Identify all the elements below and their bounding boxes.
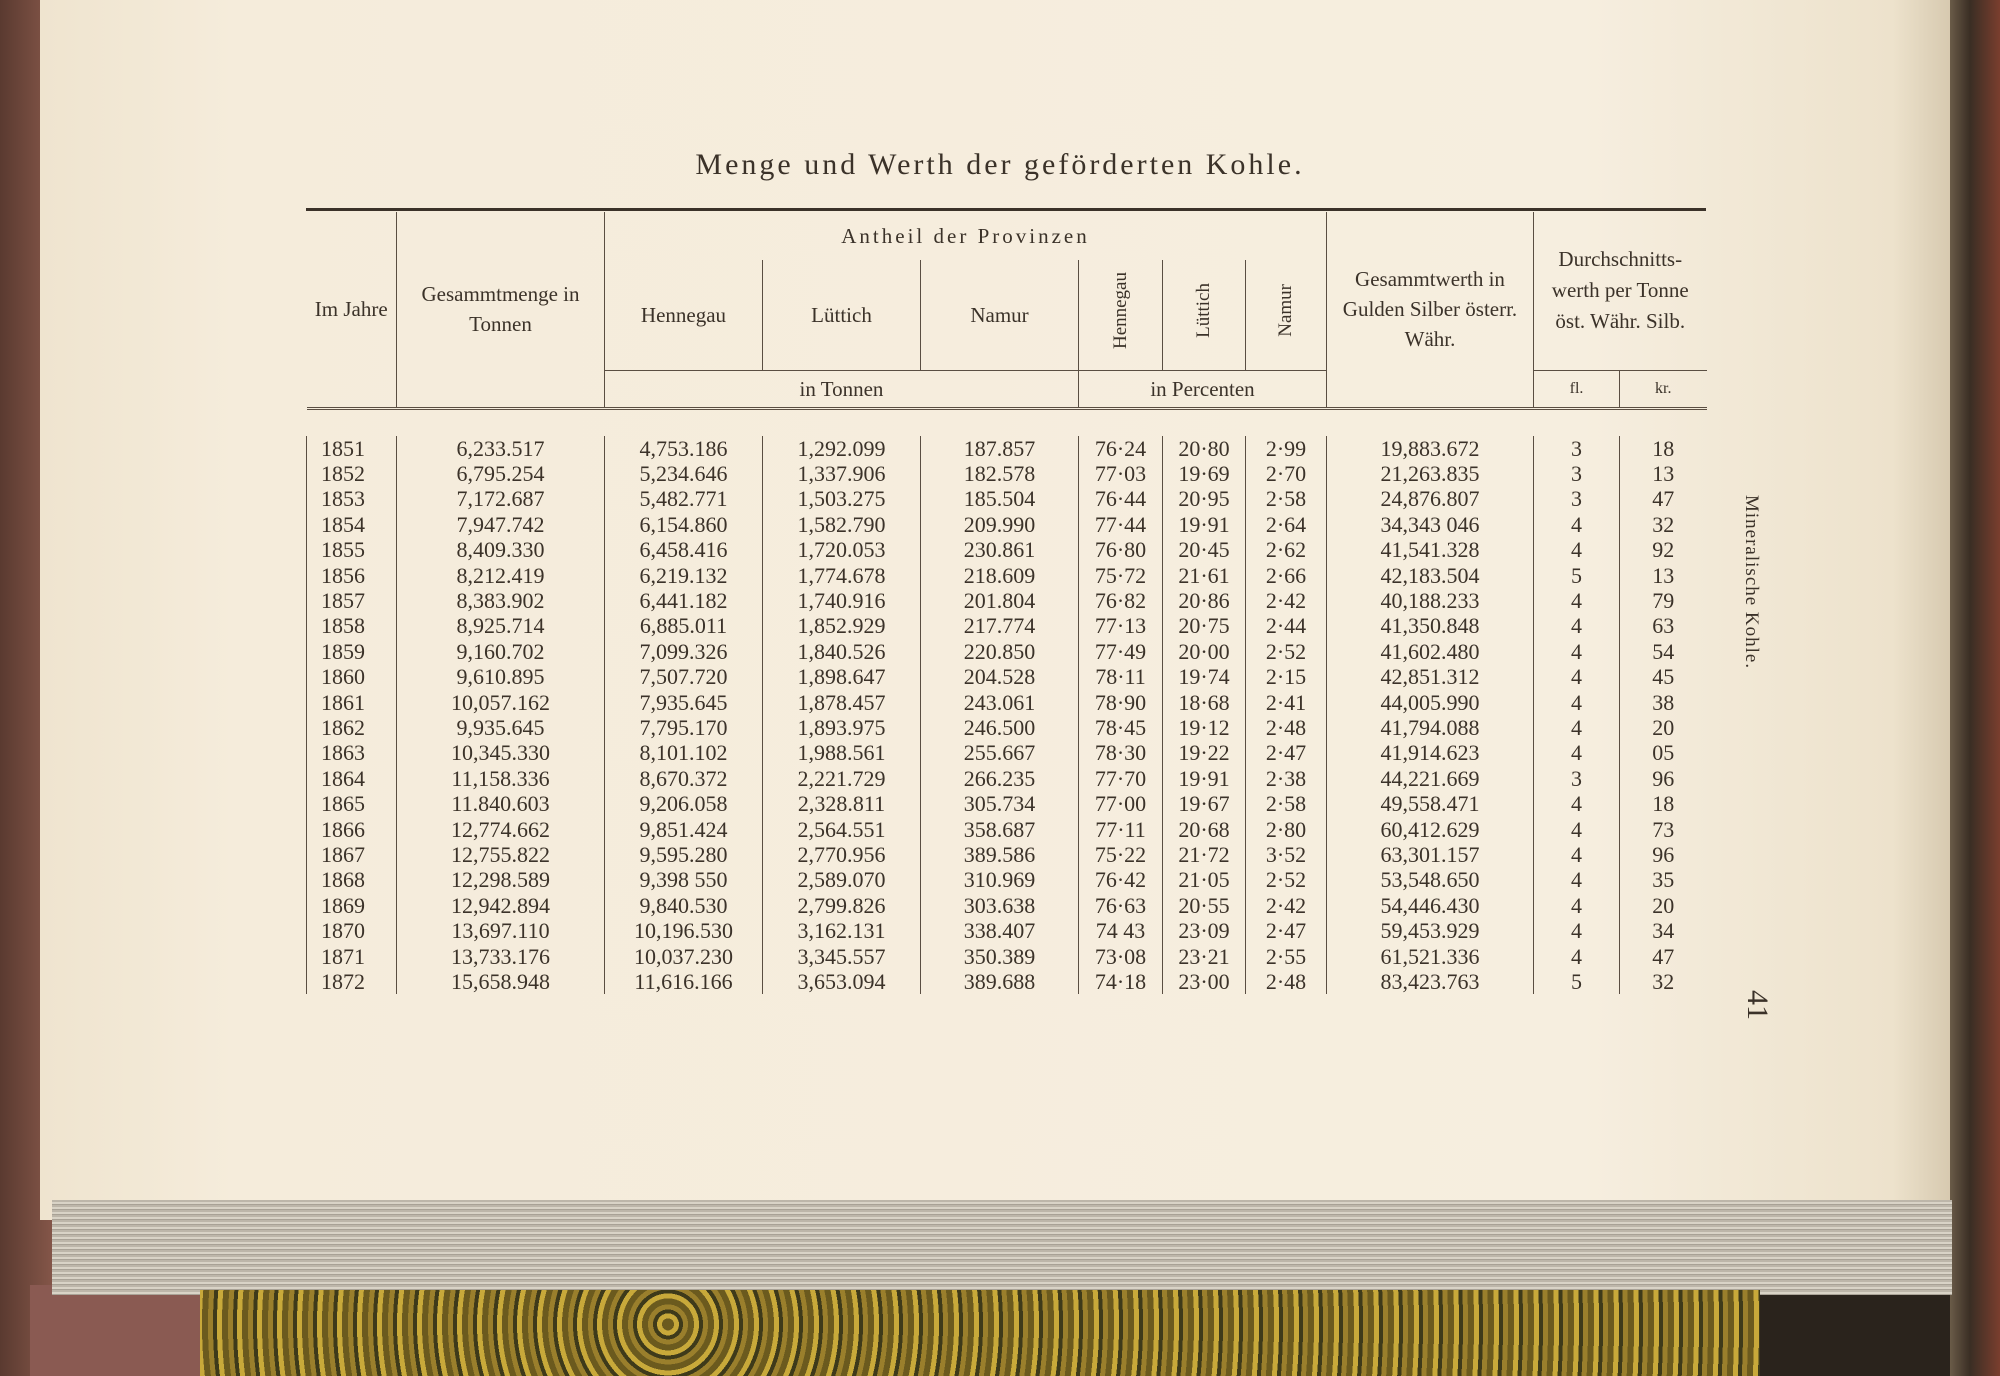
table-row: [307, 867, 1707, 892]
cell-hennegau: 7,795.170: [605, 715, 763, 740]
cell-year: 1852: [307, 461, 397, 486]
cell-value: 59,453.929: [1327, 918, 1534, 943]
cell-hennegau: 10,196.530: [605, 918, 763, 943]
cell-luettich-pct: 23·00: [1163, 969, 1246, 994]
cell-year: 1858: [307, 613, 397, 638]
cell-hennegau-pct: 76·42: [1079, 867, 1163, 892]
cell-total: 11,158.336: [397, 766, 605, 791]
cell-year: 1854: [307, 512, 397, 537]
cell-hennegau-pct: 74 43: [1079, 918, 1163, 943]
cell-value: 42,851.312: [1327, 664, 1534, 689]
table-row: [307, 766, 1707, 791]
header-kr: kr.: [1620, 370, 1707, 408]
cell-hennegau: 7,507.720: [605, 664, 763, 689]
cell-namur-pct: 2·48: [1246, 969, 1327, 994]
page-number: 41: [1741, 990, 1774, 1020]
cell-hennegau-pct: 75·72: [1079, 562, 1163, 587]
cell-total: 12,298.589: [397, 867, 605, 892]
cell-luettich: 3,345.557: [763, 943, 921, 968]
cell-luettich-pct: 20·86: [1163, 588, 1246, 613]
cell-namur: 338.407: [921, 918, 1079, 943]
cell-luettich: 2,564.551: [763, 816, 921, 841]
cell-fl: 4: [1534, 664, 1620, 689]
cell-fl: 4: [1534, 715, 1620, 740]
cell-fl: 4: [1534, 639, 1620, 664]
table-row: [307, 943, 1707, 968]
cell-kr: 35: [1620, 867, 1707, 892]
cell-luettich-pct: 19·67: [1163, 791, 1246, 816]
header-avg: Durchschnitts-werth per Tonne öst. Währ. Silb.: [1534, 212, 1707, 370]
cell-kr: 20: [1620, 715, 1707, 740]
cell-hennegau: 8,101.102: [605, 740, 763, 765]
cell-namur: 204.528: [921, 664, 1079, 689]
cell-year: 1869: [307, 893, 397, 918]
cell-namur: 230.861: [921, 537, 1079, 562]
cell-luettich-pct: 23·21: [1163, 943, 1246, 968]
cell-hennegau-pct: 74·18: [1079, 969, 1163, 994]
cell-luettich: 1,774.678: [763, 562, 921, 587]
header-luettich: Lüttich: [763, 260, 921, 370]
cell-fl: 3: [1534, 461, 1620, 486]
cell-kr: 54: [1620, 639, 1707, 664]
cell-year: 1872: [307, 969, 397, 994]
cell-fl: 4: [1534, 613, 1620, 638]
cell-hennegau-pct: 76·24: [1079, 436, 1163, 461]
cell-luettich-pct: 20·95: [1163, 486, 1246, 511]
cell-luettich: 1,878.457: [763, 689, 921, 714]
page-title: Menge und Werth der geförderten Kohle.: [695, 148, 1305, 181]
cell-total: 13,697.110: [397, 918, 605, 943]
cell-hennegau-pct: 77·03: [1079, 461, 1163, 486]
cell-value: 21,263.835: [1327, 461, 1534, 486]
cell-fl: 4: [1534, 689, 1620, 714]
cell-namur-pct: 2·55: [1246, 943, 1327, 968]
cell-hennegau-pct: 76·44: [1079, 486, 1163, 511]
cell-value: 34,343 046: [1327, 512, 1534, 537]
cell-namur-pct: 2·47: [1246, 918, 1327, 943]
cell-value: 60,412.629: [1327, 816, 1534, 841]
cell-namur: 209.990: [921, 512, 1079, 537]
cell-total: 6,795.254: [397, 461, 605, 486]
cell-value: 44,005.990: [1327, 689, 1534, 714]
cell-namur: 201.804: [921, 588, 1079, 613]
cell-year: 1863: [307, 740, 397, 765]
cell-namur-pct: 2·38: [1246, 766, 1327, 791]
header-in-tonnen: in Tonnen: [605, 370, 1079, 408]
cell-hennegau-pct: 77·00: [1079, 791, 1163, 816]
cell-year: 1864: [307, 766, 397, 791]
cell-total: 13,733.176: [397, 943, 605, 968]
cell-namur-pct: 2·64: [1246, 512, 1327, 537]
book-spine: [1950, 0, 2000, 1376]
cell-namur: 218.609: [921, 562, 1079, 587]
cell-hennegau-pct: 77·70: [1079, 766, 1163, 791]
cell-fl: 4: [1534, 537, 1620, 562]
header-hennegau-pct: [1079, 260, 1163, 370]
cell-hennegau: 6,154.860: [605, 512, 763, 537]
table-row: [307, 740, 1707, 765]
table-row: [307, 512, 1707, 537]
cell-fl: 3: [1534, 436, 1620, 461]
cell-kr: 38: [1620, 689, 1707, 714]
cell-kr: 92: [1620, 537, 1707, 562]
cell-total: 8,925.714: [397, 613, 605, 638]
cell-luettich-pct: 19·69: [1163, 461, 1246, 486]
cell-namur: 303.638: [921, 893, 1079, 918]
cell-value: 63,301.157: [1327, 842, 1534, 867]
cell-total: 12,774.662: [397, 816, 605, 841]
cell-kr: 32: [1620, 969, 1707, 994]
table-row: [307, 486, 1707, 511]
page-edges: [52, 1200, 1952, 1295]
coal-table: [306, 212, 1707, 994]
cell-luettich-pct: 20·45: [1163, 537, 1246, 562]
cell-kr: 32: [1620, 512, 1707, 537]
cell-luettich-pct: 20·00: [1163, 639, 1246, 664]
cell-year: 1853: [307, 486, 397, 511]
cell-luettich-pct: 21·05: [1163, 867, 1246, 892]
table-row: [307, 436, 1707, 461]
header-year: Im Jahre: [307, 212, 397, 408]
cell-hennegau-pct: 77·44: [1079, 512, 1163, 537]
cell-namur-pct: 2·58: [1246, 791, 1327, 816]
cell-luettich-pct: 23·09: [1163, 918, 1246, 943]
table-row: [307, 842, 1707, 867]
cell-value: 44,221.669: [1327, 766, 1534, 791]
cell-luettich: 1,840.526: [763, 639, 921, 664]
cell-namur: 217.774: [921, 613, 1079, 638]
cell-hennegau-pct: 78·30: [1079, 740, 1163, 765]
table-row: [307, 893, 1707, 918]
cell-luettich-pct: 20·80: [1163, 436, 1246, 461]
cell-namur: 389.688: [921, 969, 1079, 994]
cell-namur-pct: 2·44: [1246, 613, 1327, 638]
cell-namur-pct: 2·70: [1246, 461, 1327, 486]
table-top-rule: [306, 208, 1706, 211]
cell-value: 41,602.480: [1327, 639, 1534, 664]
cell-kr: 47: [1620, 486, 1707, 511]
cell-luettich-pct: 19·22: [1163, 740, 1246, 765]
cell-luettich: 1,292.099: [763, 436, 921, 461]
table-row: [307, 664, 1707, 689]
cell-total: 10,057.162: [397, 689, 605, 714]
cell-fl: 4: [1534, 816, 1620, 841]
cell-hennegau: 8,670.372: [605, 766, 763, 791]
cell-fl: 4: [1534, 512, 1620, 537]
cell-hennegau-pct: 75·22: [1079, 842, 1163, 867]
cell-value: 53,548.650: [1327, 867, 1534, 892]
cell-kr: 05: [1620, 740, 1707, 765]
cell-luettich-pct: 21·72: [1163, 842, 1246, 867]
cell-total: 7,947.742: [397, 512, 605, 537]
cell-hennegau: 5,234.646: [605, 461, 763, 486]
table-row: [307, 791, 1707, 816]
cell-total: 12,942.894: [397, 893, 605, 918]
cell-value: 54,446.430: [1327, 893, 1534, 918]
cell-luettich-pct: 21·61: [1163, 562, 1246, 587]
cell-value: 83,423.763: [1327, 969, 1534, 994]
cell-namur-pct: 2·80: [1246, 816, 1327, 841]
cell-luettich-pct: 20·55: [1163, 893, 1246, 918]
cell-fl: 5: [1534, 562, 1620, 587]
cell-total: 11.840.603: [397, 791, 605, 816]
cell-value: 49,558.471: [1327, 791, 1534, 816]
header-luettich-pct-label: Lüttich: [1193, 283, 1214, 339]
cell-namur: 185.504: [921, 486, 1079, 511]
cell-fl: 4: [1534, 867, 1620, 892]
cell-fl: 4: [1534, 791, 1620, 816]
cell-year: 1862: [307, 715, 397, 740]
header-namur-pct-label: Namur: [1275, 284, 1296, 338]
cell-kr: 79: [1620, 588, 1707, 613]
cell-hennegau: 9,595.280: [605, 842, 763, 867]
cell-year: 1857: [307, 588, 397, 613]
cell-value: 19,883.672: [1327, 436, 1534, 461]
cell-namur: 187.857: [921, 436, 1079, 461]
table-row: [307, 816, 1707, 841]
cell-luettich: 1,582.790: [763, 512, 921, 537]
cell-luettich: 2,328.811: [763, 791, 921, 816]
table-row: [307, 715, 1707, 740]
marbled-cover: [200, 1290, 1760, 1376]
book-cover-bottom: [30, 1285, 205, 1376]
cell-total: 15,658.948: [397, 969, 605, 994]
cell-namur-pct: 2·62: [1246, 537, 1327, 562]
cell-luettich-pct: 20·68: [1163, 816, 1246, 841]
table-row: [307, 918, 1707, 943]
cell-luettich: 2,589.070: [763, 867, 921, 892]
cell-total: 12,755.822: [397, 842, 605, 867]
cell-fl: 3: [1534, 486, 1620, 511]
cell-hennegau: 9,398 550: [605, 867, 763, 892]
cell-value: 24,876.807: [1327, 486, 1534, 511]
table-row: [307, 588, 1707, 613]
cell-fl: 4: [1534, 740, 1620, 765]
cell-luettich-pct: 18·68: [1163, 689, 1246, 714]
table-row: [307, 969, 1707, 994]
cell-total: 9,610.895: [397, 664, 605, 689]
cell-namur: 255.667: [921, 740, 1079, 765]
cell-kr: 20: [1620, 893, 1707, 918]
cell-year: 1855: [307, 537, 397, 562]
cell-value: 40,188.233: [1327, 588, 1534, 613]
cell-hennegau: 4,753.186: [605, 436, 763, 461]
cell-namur: 358.687: [921, 816, 1079, 841]
cell-kr: 47: [1620, 943, 1707, 968]
cell-fl: 4: [1534, 918, 1620, 943]
table-row: [307, 537, 1707, 562]
cell-total: 6,233.517: [397, 436, 605, 461]
cell-hennegau: 6,219.132: [605, 562, 763, 587]
cell-namur-pct: 2·42: [1246, 588, 1327, 613]
cell-fl: 3: [1534, 766, 1620, 791]
cell-total: 7,172.687: [397, 486, 605, 511]
cell-luettich-pct: 19·74: [1163, 664, 1246, 689]
cell-total: 8,383.902: [397, 588, 605, 613]
cell-luettich: 1,898.647: [763, 664, 921, 689]
cell-kr: 13: [1620, 562, 1707, 587]
header-provinces: Antheil der Provinzen: [605, 212, 1327, 260]
cell-hennegau: 9,851.424: [605, 816, 763, 841]
cell-namur: 246.500: [921, 715, 1079, 740]
cell-namur: 389.586: [921, 842, 1079, 867]
cell-kr: 96: [1620, 766, 1707, 791]
cell-kr: 13: [1620, 461, 1707, 486]
cell-hennegau-pct: 77·13: [1079, 613, 1163, 638]
cell-hennegau-pct: 78·11: [1079, 664, 1163, 689]
cell-luettich-pct: 19·12: [1163, 715, 1246, 740]
header-hennegau-pct-label: Hennegau: [1109, 272, 1131, 350]
table-row: [307, 689, 1707, 714]
table-row: [307, 461, 1707, 486]
cell-namur-pct: 2·52: [1246, 867, 1327, 892]
cell-hennegau: 6,441.182: [605, 588, 763, 613]
cell-luettich-pct: 19·91: [1163, 512, 1246, 537]
cell-namur: 182.578: [921, 461, 1079, 486]
cell-luettich-pct: 19·91: [1163, 766, 1246, 791]
cell-luettich: 3,653.094: [763, 969, 921, 994]
cell-fl: 4: [1534, 588, 1620, 613]
header-total: Gesammtmenge in Tonnen: [397, 212, 605, 408]
cell-namur: 220.850: [921, 639, 1079, 664]
cell-namur-pct: 2·66: [1246, 562, 1327, 587]
cell-luettich-pct: 20·75: [1163, 613, 1246, 638]
cell-luettich: 1,720.053: [763, 537, 921, 562]
cell-hennegau-pct: 76·82: [1079, 588, 1163, 613]
table-row: [307, 562, 1707, 587]
cell-namur-pct: 2·42: [1246, 893, 1327, 918]
cell-luettich: 2,221.729: [763, 766, 921, 791]
cell-hennegau: 9,206.058: [605, 791, 763, 816]
cell-year: 1870: [307, 918, 397, 943]
cell-hennegau: 5,482.771: [605, 486, 763, 511]
cell-total: 10,345.330: [397, 740, 605, 765]
table-row: [307, 613, 1707, 638]
cell-year: 1860: [307, 664, 397, 689]
cell-luettich: 1,988.561: [763, 740, 921, 765]
header-namur: Namur: [921, 260, 1079, 370]
cell-luettich: 1,337.906: [763, 461, 921, 486]
cell-total: 8,409.330: [397, 537, 605, 562]
cell-namur-pct: 2·58: [1246, 486, 1327, 511]
header-namur-pct: [1246, 260, 1327, 370]
cell-kr: 96: [1620, 842, 1707, 867]
cell-year: 1867: [307, 842, 397, 867]
cell-value: 61,521.336: [1327, 943, 1534, 968]
spacer-row: [307, 408, 1707, 436]
cell-luettich: 1,893.975: [763, 715, 921, 740]
cell-value: 41,541.328: [1327, 537, 1534, 562]
cell-hennegau-pct: 77·49: [1079, 639, 1163, 664]
cell-namur: 305.734: [921, 791, 1079, 816]
cell-value: 42,183.504: [1327, 562, 1534, 587]
cell-kr: 18: [1620, 436, 1707, 461]
cell-year: 1871: [307, 943, 397, 968]
cell-hennegau-pct: 76·80: [1079, 537, 1163, 562]
cell-namur-pct: 2·15: [1246, 664, 1327, 689]
cell-total: 9,935.645: [397, 715, 605, 740]
cell-hennegau-pct: 73·08: [1079, 943, 1163, 968]
cell-total: 8,212.419: [397, 562, 605, 587]
cell-kr: 63: [1620, 613, 1707, 638]
header-in-percenten: in Percenten: [1079, 370, 1327, 408]
cell-namur-pct: 2·41: [1246, 689, 1327, 714]
cell-namur-pct: 3·52: [1246, 842, 1327, 867]
cell-year: 1866: [307, 816, 397, 841]
cell-namur: 266.235: [921, 766, 1079, 791]
cell-namur: 310.969: [921, 867, 1079, 892]
cell-luettich: 1,503.275: [763, 486, 921, 511]
cell-luettich: 1,740.916: [763, 588, 921, 613]
cell-year: 1851: [307, 436, 397, 461]
cell-luettich: 2,799.826: [763, 893, 921, 918]
cell-year: 1861: [307, 689, 397, 714]
cell-hennegau: 9,840.530: [605, 893, 763, 918]
running-head: Mineralische Kohle.: [1741, 495, 1762, 670]
cell-year: 1868: [307, 867, 397, 892]
cell-namur-pct: 2·47: [1246, 740, 1327, 765]
cell-kr: 34: [1620, 918, 1707, 943]
header-value: Gesammtwerth in Gulden Silber österr. Währ.: [1327, 212, 1534, 408]
cell-hennegau: 6,458.416: [605, 537, 763, 562]
cell-fl: 4: [1534, 943, 1620, 968]
cell-year: 1859: [307, 639, 397, 664]
cell-kr: 73: [1620, 816, 1707, 841]
cell-hennegau: 7,935.645: [605, 689, 763, 714]
cell-kr: 45: [1620, 664, 1707, 689]
cell-namur: 243.061: [921, 689, 1079, 714]
cell-namur-pct: 2·99: [1246, 436, 1327, 461]
cell-hennegau-pct: 78·90: [1079, 689, 1163, 714]
cell-hennegau-pct: 76·63: [1079, 893, 1163, 918]
header-fl: fl.: [1534, 370, 1620, 408]
cell-hennegau: 7,099.326: [605, 639, 763, 664]
cell-luettich: 2,770.956: [763, 842, 921, 867]
header-hennegau: Hennegau: [605, 260, 763, 370]
cell-namur-pct: 2·48: [1246, 715, 1327, 740]
cell-hennegau-pct: 78·45: [1079, 715, 1163, 740]
header-luettich-pct: [1163, 260, 1246, 370]
cell-luettich: 3,162.131: [763, 918, 921, 943]
cell-value: 41,350.848: [1327, 613, 1534, 638]
cell-year: 1856: [307, 562, 397, 587]
table-row: [307, 639, 1707, 664]
cell-hennegau: 10,037.230: [605, 943, 763, 968]
cell-fl: 4: [1534, 842, 1620, 867]
cell-hennegau: 6,885.011: [605, 613, 763, 638]
cell-fl: 5: [1534, 969, 1620, 994]
table-body: [307, 408, 1707, 994]
cell-total: 9,160.702: [397, 639, 605, 664]
cell-year: 1865: [307, 791, 397, 816]
cell-value: 41,914.623: [1327, 740, 1534, 765]
cell-hennegau-pct: 77·11: [1079, 816, 1163, 841]
cell-kr: 18: [1620, 791, 1707, 816]
cell-hennegau: 11,616.166: [605, 969, 763, 994]
cell-value: 41,794.088: [1327, 715, 1534, 740]
cell-luettich: 1,852.929: [763, 613, 921, 638]
cell-fl: 4: [1534, 893, 1620, 918]
cell-namur: 350.389: [921, 943, 1079, 968]
cell-namur-pct: 2·52: [1246, 639, 1327, 664]
